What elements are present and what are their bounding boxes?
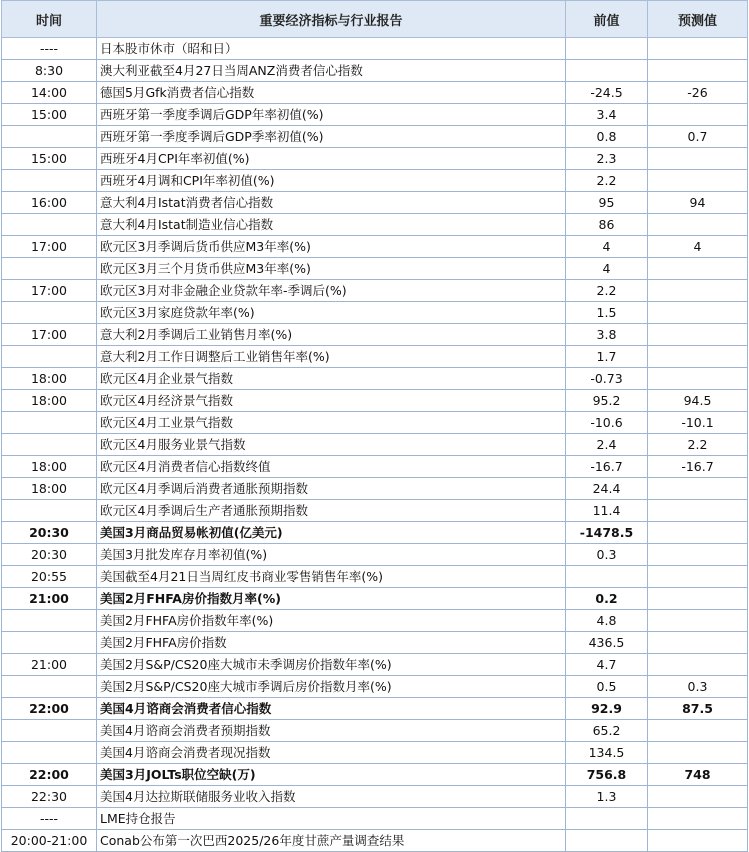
row-forecast: [648, 654, 748, 676]
table-row: [2, 742, 748, 764]
row-time: 20:30: [2, 522, 97, 544]
header-event: 重要经济指标与行业报告: [97, 1, 566, 38]
row-time: [2, 676, 97, 698]
row-forecast: [648, 544, 748, 566]
row-forecast: [648, 830, 748, 852]
row-event: 西班牙4月CPI年率初值(%): [97, 148, 566, 170]
row-time: 14:00: [2, 82, 97, 104]
row-previous: 1.5: [566, 302, 648, 324]
row-previous: 2.4: [566, 434, 648, 456]
table-row: [2, 412, 748, 434]
row-previous: 1.3: [566, 786, 648, 808]
table-row: [2, 610, 748, 632]
row-time: [2, 258, 97, 280]
row-previous: -24.5: [566, 82, 648, 104]
table-row: [2, 456, 748, 478]
table-row: [2, 698, 748, 720]
row-time: 17:00: [2, 280, 97, 302]
table-row: [2, 126, 748, 148]
row-time: 17:00: [2, 236, 97, 258]
row-forecast: [648, 346, 748, 368]
row-forecast: [648, 478, 748, 500]
row-time: 20:00-21:00: [2, 830, 97, 852]
row-previous: 4.7: [566, 654, 648, 676]
row-event: 欧元区3月三个月货币供应M3年率(%): [97, 258, 566, 280]
row-previous: 95.2: [566, 390, 648, 412]
table-row: [2, 324, 748, 346]
row-event: 美国4月谘商会消费者信心指数: [97, 698, 566, 720]
row-forecast: [648, 610, 748, 632]
row-time: 18:00: [2, 390, 97, 412]
table-row: [2, 214, 748, 236]
row-forecast: -26: [648, 82, 748, 104]
row-event: 美国4月达拉斯联储服务业收入指数: [97, 786, 566, 808]
row-forecast: [648, 148, 748, 170]
row-event: 美国截至4月21日当周红皮书商业零售销售年率(%): [97, 566, 566, 588]
row-previous: -16.7: [566, 456, 648, 478]
row-previous: 0.2: [566, 588, 648, 610]
table-row: [2, 720, 748, 742]
table-row: [2, 434, 748, 456]
row-time: 15:00: [2, 148, 97, 170]
row-time: 18:00: [2, 456, 97, 478]
row-previous: [566, 566, 648, 588]
row-event: 美国4月谘商会消费者预期指数: [97, 720, 566, 742]
row-event: 美国3月商品贸易帐初值(亿美元): [97, 522, 566, 544]
table-row: [2, 522, 748, 544]
row-forecast: 2.2: [648, 434, 748, 456]
row-event: 欧元区3月对非金融企业贷款年率-季调后(%): [97, 280, 566, 302]
table-row: [2, 368, 748, 390]
row-previous: 436.5: [566, 632, 648, 654]
row-time: 8:30: [2, 60, 97, 82]
row-forecast: 0.7: [648, 126, 748, 148]
row-event: 美国3月JOLTs职位空缺(万): [97, 764, 566, 786]
row-forecast: [648, 258, 748, 280]
row-previous: 24.4: [566, 478, 648, 500]
table-row: [2, 478, 748, 500]
row-event: 澳大利亚截至4月27日当周ANZ消费者信心指数: [97, 60, 566, 82]
row-event: 日本股市休市（昭和日）: [97, 38, 566, 60]
row-time: 21:00: [2, 588, 97, 610]
row-time: [2, 346, 97, 368]
row-previous: 92.9: [566, 698, 648, 720]
row-time: [2, 742, 97, 764]
row-forecast: [648, 324, 748, 346]
row-event: 西班牙4月调和CPI年率初值(%): [97, 170, 566, 192]
row-previous: -10.6: [566, 412, 648, 434]
row-time: 15:00: [2, 104, 97, 126]
row-event: Conab公布第一次巴西2025/26年度甘蔗产量调查结果: [97, 830, 566, 852]
row-time: [2, 170, 97, 192]
table-row: [2, 764, 748, 786]
row-time: 20:30: [2, 544, 97, 566]
row-forecast: [648, 588, 748, 610]
row-event: 美国2月FHFA房价指数月率(%): [97, 588, 566, 610]
row-event: 美国2月S&P/CS20座大城市未季调房价指数年率(%): [97, 654, 566, 676]
row-previous: 4: [566, 258, 648, 280]
row-forecast: [648, 368, 748, 390]
table-row: [2, 676, 748, 698]
row-previous: 4.8: [566, 610, 648, 632]
row-previous: 0.5: [566, 676, 648, 698]
row-forecast: [648, 786, 748, 808]
row-forecast: [648, 522, 748, 544]
row-previous: 86: [566, 214, 648, 236]
row-forecast: [648, 720, 748, 742]
row-time: 22:30: [2, 786, 97, 808]
table-row: [2, 830, 748, 852]
row-event: 欧元区3月季调后货币供应M3年率(%): [97, 236, 566, 258]
table-body: [2, 38, 748, 852]
table-row: [2, 148, 748, 170]
row-time: [2, 214, 97, 236]
row-previous: 4: [566, 236, 648, 258]
row-time: [2, 610, 97, 632]
row-time: [2, 632, 97, 654]
row-forecast: [648, 60, 748, 82]
row-forecast: 4: [648, 236, 748, 258]
table-row: [2, 258, 748, 280]
row-previous: 756.8: [566, 764, 648, 786]
row-event: 意大利2月季调后工业销售月率(%): [97, 324, 566, 346]
row-previous: [566, 60, 648, 82]
row-previous: 1.7: [566, 346, 648, 368]
row-forecast: [648, 742, 748, 764]
row-previous: 2.2: [566, 280, 648, 302]
row-event: 欧元区4月季调后生产者通胀预期指数: [97, 500, 566, 522]
table-header-row: [2, 1, 748, 38]
table-row: [2, 544, 748, 566]
table-row: [2, 60, 748, 82]
row-event: 意大利4月Istat消费者信心指数: [97, 192, 566, 214]
row-event: 欧元区4月服务业景气指数: [97, 434, 566, 456]
row-time: [2, 720, 97, 742]
table-row: [2, 654, 748, 676]
row-forecast: 748: [648, 764, 748, 786]
table-row: [2, 82, 748, 104]
row-time: [2, 434, 97, 456]
row-forecast: -10.1: [648, 412, 748, 434]
row-time: ----: [2, 38, 97, 60]
header-time: 时间: [2, 1, 97, 38]
table-row: [2, 808, 748, 830]
economic-calendar-table: [1, 0, 748, 852]
row-event: 美国4月谘商会消费者现况指数: [97, 742, 566, 764]
row-previous: 3.8: [566, 324, 648, 346]
table-row: [2, 170, 748, 192]
table-row: [2, 566, 748, 588]
row-previous: 2.3: [566, 148, 648, 170]
row-forecast: [648, 566, 748, 588]
table-row: [2, 346, 748, 368]
row-time: 21:00: [2, 654, 97, 676]
row-event: 欧元区3月家庭贷款年率(%): [97, 302, 566, 324]
row-previous: 0.8: [566, 126, 648, 148]
row-event: 美国3月批发库存月率初值(%): [97, 544, 566, 566]
table-row: [2, 192, 748, 214]
row-time: ----: [2, 808, 97, 830]
row-previous: [566, 808, 648, 830]
table-row: [2, 588, 748, 610]
row-previous: 134.5: [566, 742, 648, 764]
row-time: 16:00: [2, 192, 97, 214]
row-previous: 0.3: [566, 544, 648, 566]
row-forecast: 94.5: [648, 390, 748, 412]
row-forecast: [648, 302, 748, 324]
row-event: 欧元区4月季调后消费者通胀预期指数: [97, 478, 566, 500]
row-event: 欧元区4月消费者信心指数终值: [97, 456, 566, 478]
row-forecast: [648, 280, 748, 302]
row-event: 美国2月S&P/CS20座大城市季调后房价指数月率(%): [97, 676, 566, 698]
table-row: [2, 236, 748, 258]
row-time: 18:00: [2, 368, 97, 390]
row-event: 美国2月FHFA房价指数年率(%): [97, 610, 566, 632]
row-previous: 11.4: [566, 500, 648, 522]
row-time: 22:00: [2, 764, 97, 786]
row-event: 意大利4月Istat制造业信心指数: [97, 214, 566, 236]
row-event: 西班牙第一季度季调后GDP季率初值(%): [97, 126, 566, 148]
row-time: 18:00: [2, 478, 97, 500]
row-time: 20:55: [2, 566, 97, 588]
row-forecast: [648, 104, 748, 126]
row-forecast: [648, 808, 748, 830]
table-row: [2, 786, 748, 808]
row-time: 17:00: [2, 324, 97, 346]
header-previous: 前值: [566, 1, 648, 38]
header-forecast: 预测值: [648, 1, 748, 38]
row-time: [2, 126, 97, 148]
row-event: 美国2月FHFA房价指数: [97, 632, 566, 654]
table-row: [2, 632, 748, 654]
row-event: 欧元区4月工业景气指数: [97, 412, 566, 434]
row-event: 意大利2月工作日调整后工业销售年率(%): [97, 346, 566, 368]
row-previous: -0.73: [566, 368, 648, 390]
table-row: [2, 302, 748, 324]
row-forecast: 87.5: [648, 698, 748, 720]
row-event: 欧元区4月企业景气指数: [97, 368, 566, 390]
row-event: LME持仓报告: [97, 808, 566, 830]
row-previous: 65.2: [566, 720, 648, 742]
row-previous: 3.4: [566, 104, 648, 126]
table-row: [2, 38, 748, 60]
row-previous: 2.2: [566, 170, 648, 192]
row-event: 欧元区4月经济景气指数: [97, 390, 566, 412]
row-previous: 95: [566, 192, 648, 214]
row-forecast: 0.3: [648, 676, 748, 698]
row-forecast: [648, 38, 748, 60]
table-row: [2, 500, 748, 522]
table-row: [2, 104, 748, 126]
row-time: 22:00: [2, 698, 97, 720]
row-forecast: [648, 170, 748, 192]
row-time: [2, 500, 97, 522]
row-previous: -1478.5: [566, 522, 648, 544]
row-time: [2, 302, 97, 324]
row-previous: [566, 830, 648, 852]
row-forecast: [648, 500, 748, 522]
table-row: [2, 280, 748, 302]
table-row: [2, 390, 748, 412]
row-forecast: [648, 214, 748, 236]
row-event: 西班牙第一季度季调后GDP年率初值(%): [97, 104, 566, 126]
row-forecast: 94: [648, 192, 748, 214]
row-forecast: -16.7: [648, 456, 748, 478]
row-previous: [566, 38, 648, 60]
row-time: [2, 412, 97, 434]
row-event: 德国5月Gfk消费者信心指数: [97, 82, 566, 104]
row-forecast: [648, 632, 748, 654]
